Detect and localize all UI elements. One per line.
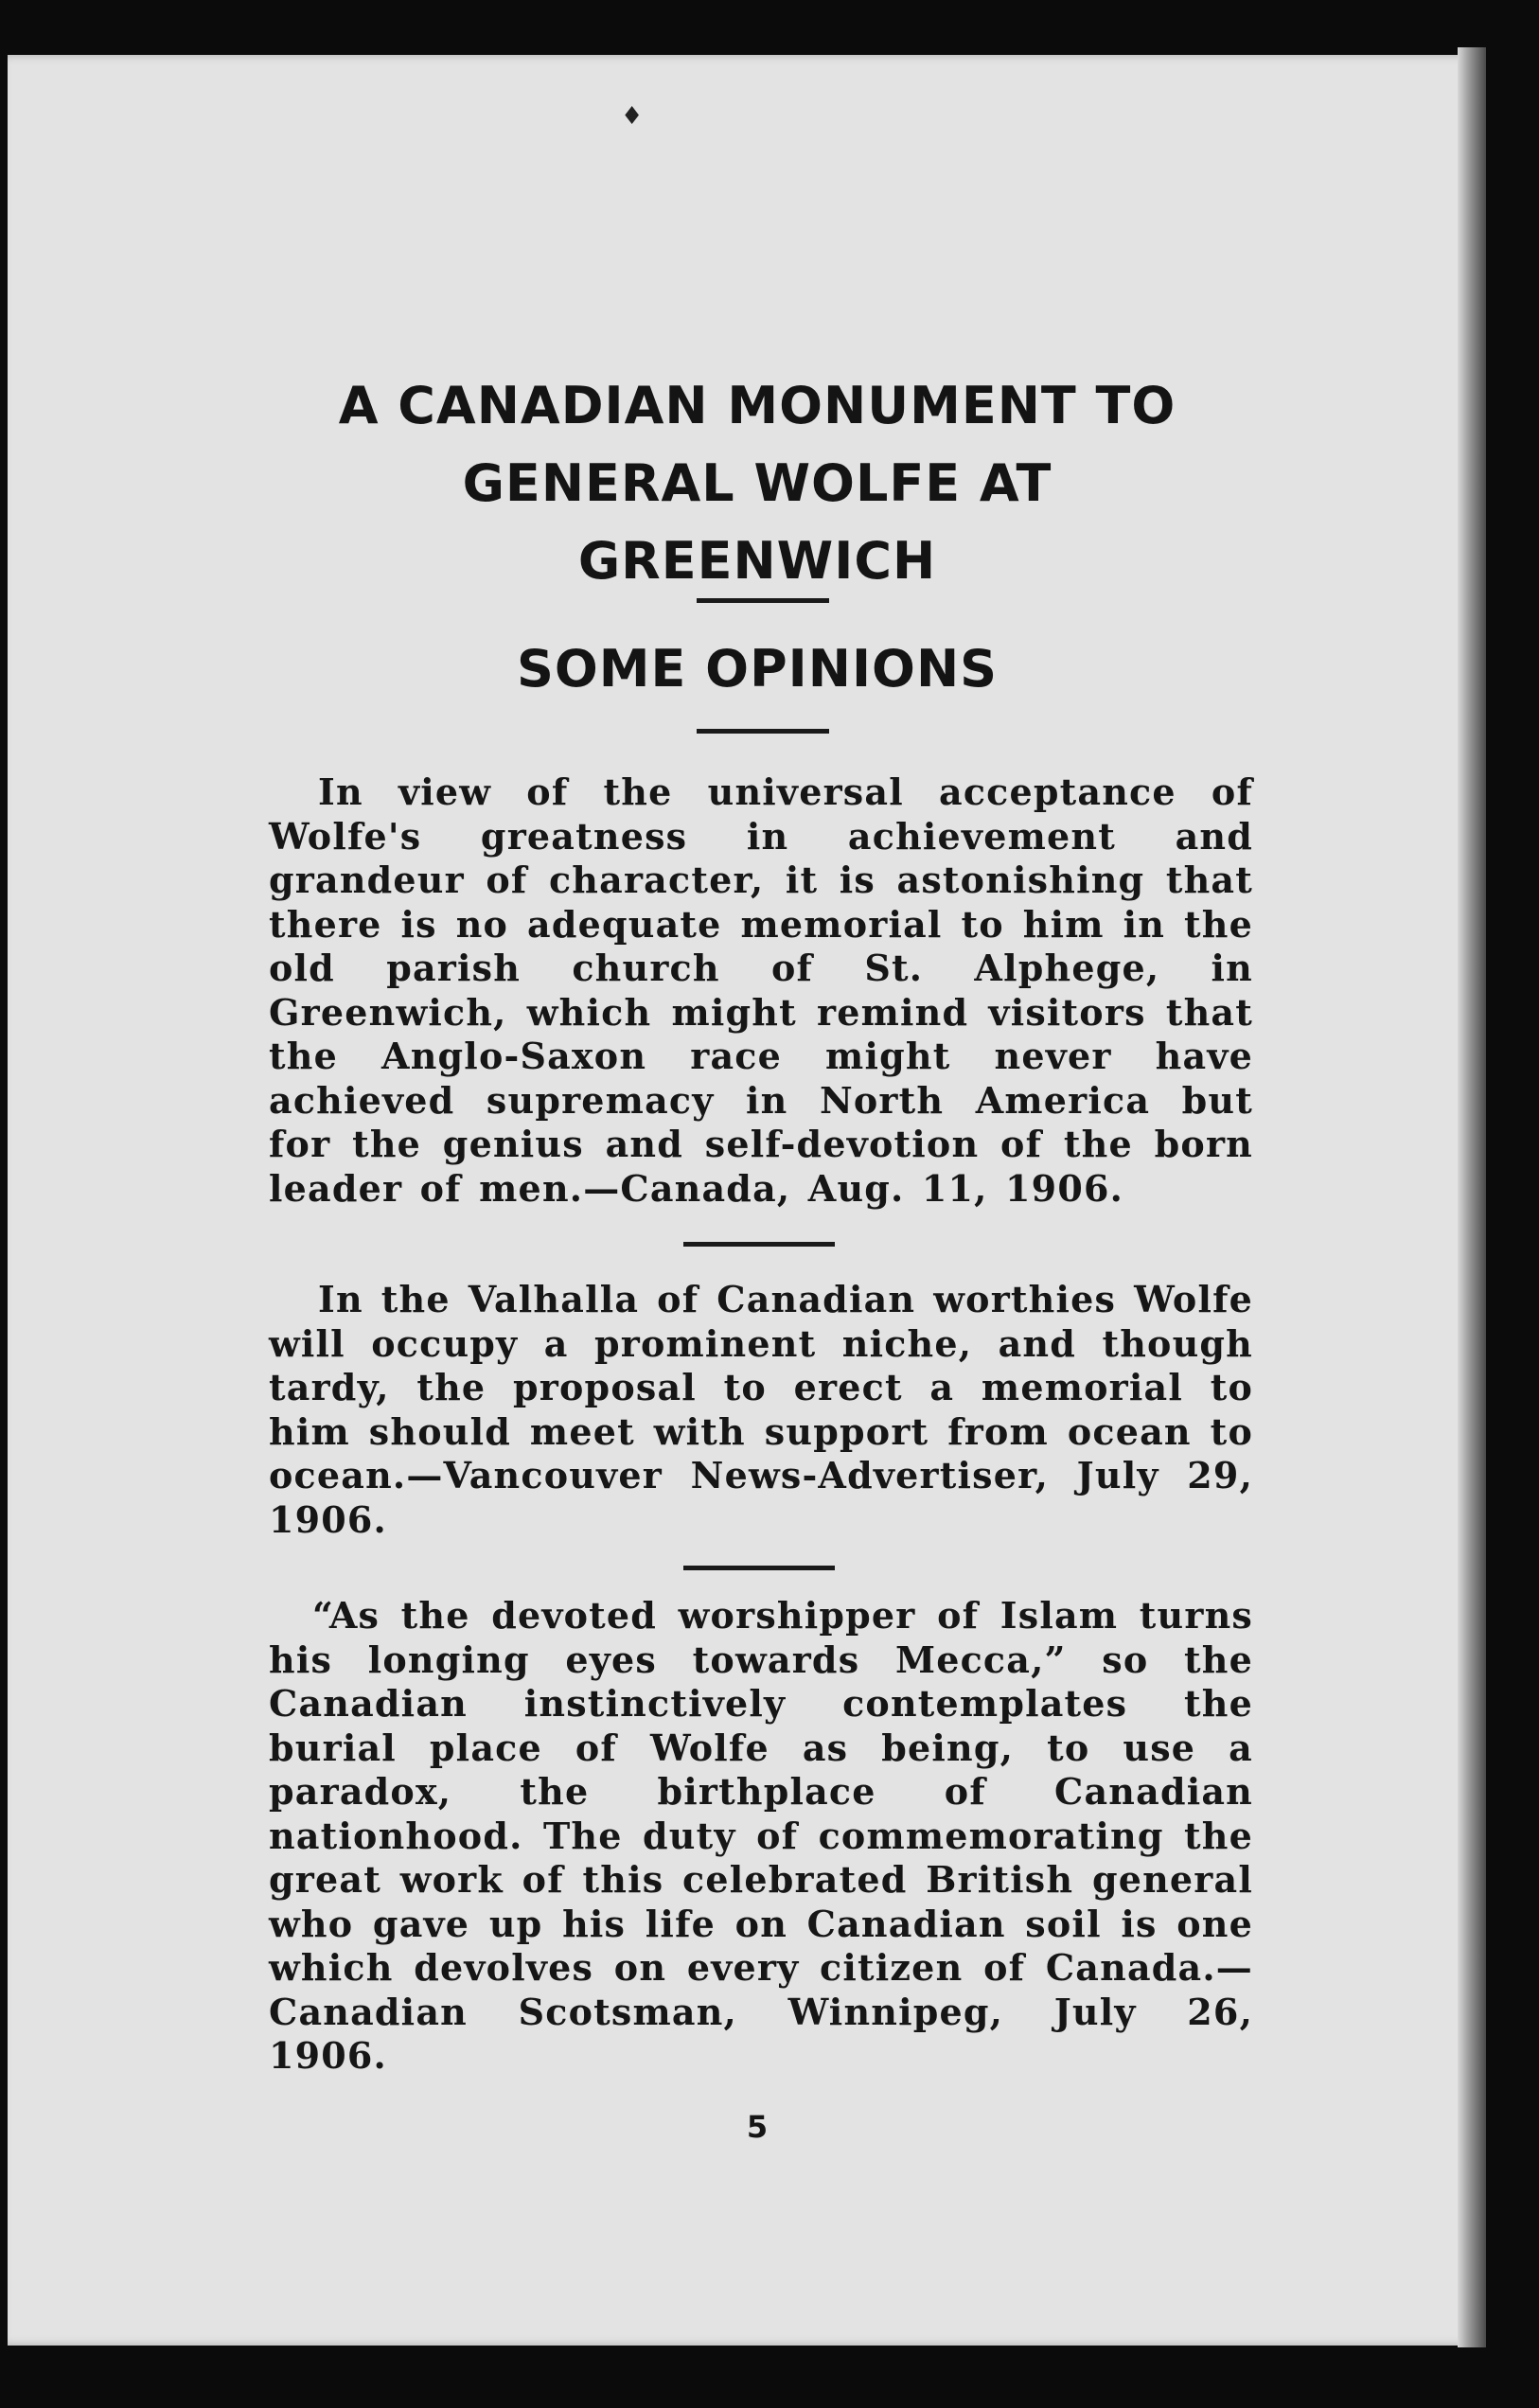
heading-rule <box>697 729 829 734</box>
opinion-paragraph-3: “As the devoted worshipper of Islam turns his longing eyes towards Mecca,” so the Canadian instinctively contemplates the burial place of Wolfe as being, to use a paradox, the birthplace of Canadian nationhood. The duty of commemorating the great work of this celebrated British general who gave up his life on Canadian soil is one which devolves on every citizen of Canada.—Canadian Scotsman, Winnipeg, July 26, 1906. <box>269 1594 1253 2077</box>
printer-mark: ♦ <box>621 102 644 131</box>
section-heading: SOME OPINIONS <box>516 639 999 699</box>
title-rule <box>697 598 829 603</box>
page-number: 5 <box>746 2109 769 2145</box>
opinion-paragraph-1: In view of the universal acceptance of Wolfe's greatness in achievement and grandeur of character, it is astonishing that there is no adequate memorial to him in the old parish church of St. Alphege, in Greenwich, which might remind visitors that the Anglo-Saxon race might never have achieved supremacy in North America but for the genius and self-devotion of the born leader of men.—Canada, Aug. 11, 1906. <box>269 770 1253 1210</box>
page-title: A CANADIAN MONUMENT TO GENERAL WOLFE AT GREENWICH <box>338 376 1176 591</box>
separator-rule-1 <box>683 1242 835 1247</box>
book-spine-edge <box>1458 47 1486 2347</box>
opinion-paragraph-2: In the Valhalla of Canadian worthies Wolfe will occupy a prominent niche, and though tardy, the proposal to erect a memorial to him should meet with support from ocean to ocean.—Vancouver News-Advertiser, July 29, 1906. <box>269 1278 1253 1541</box>
separator-rule-2 <box>683 1566 835 1570</box>
